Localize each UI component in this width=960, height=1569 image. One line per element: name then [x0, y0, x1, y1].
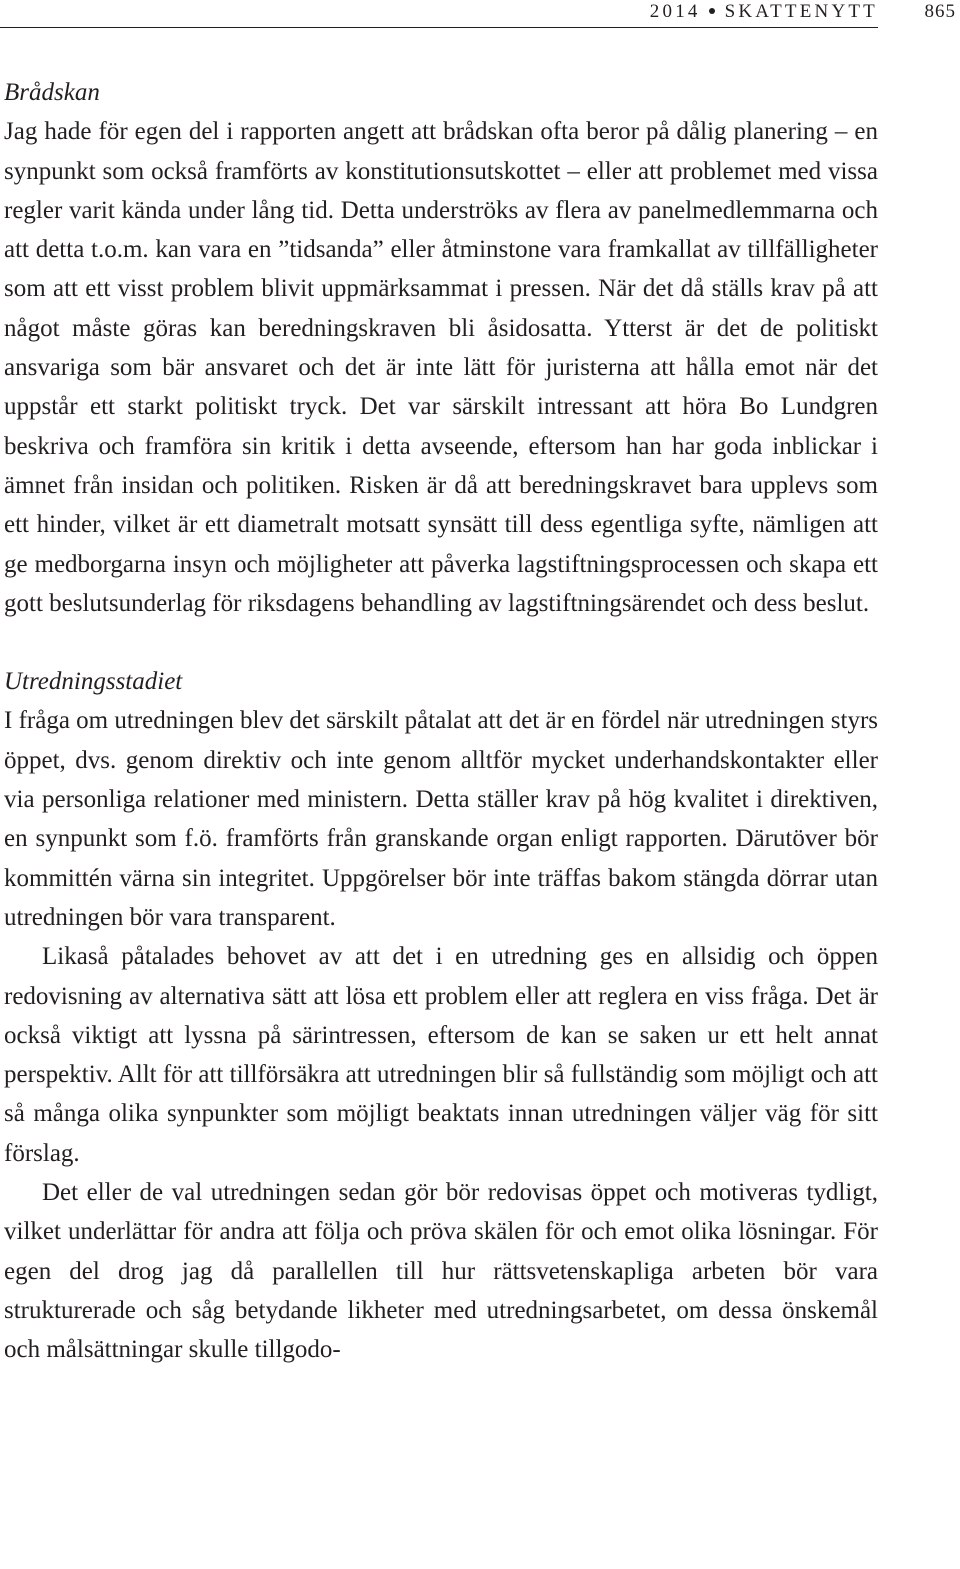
- header-rule: [0, 27, 878, 28]
- running-header: [0, 0, 960, 30]
- paragraph: Jag hade för egen del i rapporten angett att brådskan ofta beror på dålig planering – en synpunkt som också framförts av konstitutionsutskottet – eller att problemet med vissa regler varit kända under lång tid. Detta underströks av flera av panelmedlemmarna och att detta t.o.m. kan vara en ”tidsanda” eller åtminstone vara framkallat av tillfälligheter som att ett visst problem blivit uppmärksammat i pressen. När det då ställs krav på att något måste göras kan beredningskraven bli åsidosatta. Ytterst är det de politiskt ansvariga som bär ansvaret och det är inte lätt för juristerna att hålla emot när det uppstår ett starkt politiskt tryck. Det var särskilt intressant att höra Bo Lundgren beskriva och framföra sin kritik i detta avseende, eftersom han har goda inblickar i ämnet från insidan och politiken. Risken är då att beredningskravet bara upplevs som ett hinder, vilket är ett diametralt motsatt synsätt till dess egentliga syfte, nämligen att ge medborgarna insyn och möjligheter att påverka lagstiftningsprocessen och skapa ett gott beslutsunderlag för riksdagens behandling av lagstiftningsärendet och dess beslut.: [4, 118, 878, 617]
- paragraph: Likaså påtalades behovet av att det i en utredning ges en allsidig och öppen redovisning av alternativa sätt att lösa ett problem eller att reglera en viss fråga. Det är också viktigt att lyssna på särintressen, eftersom de kan se saken ur ett helt annat perspektiv. Allt för att tillförsäkra att utredningen blir så fullständig som möjligt och att så många olika synpunkter som möjligt beaktats innan utredningen väljer väg för sitt förslag.: [4, 943, 878, 1167]
- section-heading: Brådskan: [4, 79, 100, 106]
- section-utredningsstadiet: [4, 662, 878, 1369]
- header-year: 2014: [649, 1, 701, 22]
- article-body: [4, 73, 878, 1370]
- bullet-separator-icon: [709, 8, 715, 14]
- section-spacer: [4, 623, 878, 662]
- section-heading: Utredningsstadiet: [4, 668, 183, 696]
- section-bradskan: [4, 73, 878, 623]
- header-journal-name: SKATTENYTT: [724, 1, 878, 22]
- page-number: 865: [924, 1, 956, 22]
- paragraph: I fråga om utredningen blev det särskilt påtalat att det är en fördel när utredningen styrs öppet, dvs. genom direktiv och inte genom alltför mycket underhandskontakter eller via personliga relationer med ministern. Detta ställer krav på hög kvalitet i direktiven, en synpunkt som f.ö. framförts från granskande organ enligt rapporten. Därutöver bör kommittén värna sin integritet. Uppgörelser bör inte träffas bakom stängda dörrar utan utredningen bör vara transparent.: [4, 707, 878, 931]
- journal-header: [650, 0, 878, 24]
- paragraph: Det eller de val utredningen sedan gör bör redovisas öppet och motiveras tydligt, vilket underlättar för andra att följa och pröva skälen för och emot olika lösningar. För egen del drog jag då parallellen till hur rättsvetenskapliga arbeten bör vara strukturerade och såg betydande likheter med utredningsarbetet, om dessa önskemål och målsättningar skulle tillgodo-: [4, 1179, 878, 1364]
